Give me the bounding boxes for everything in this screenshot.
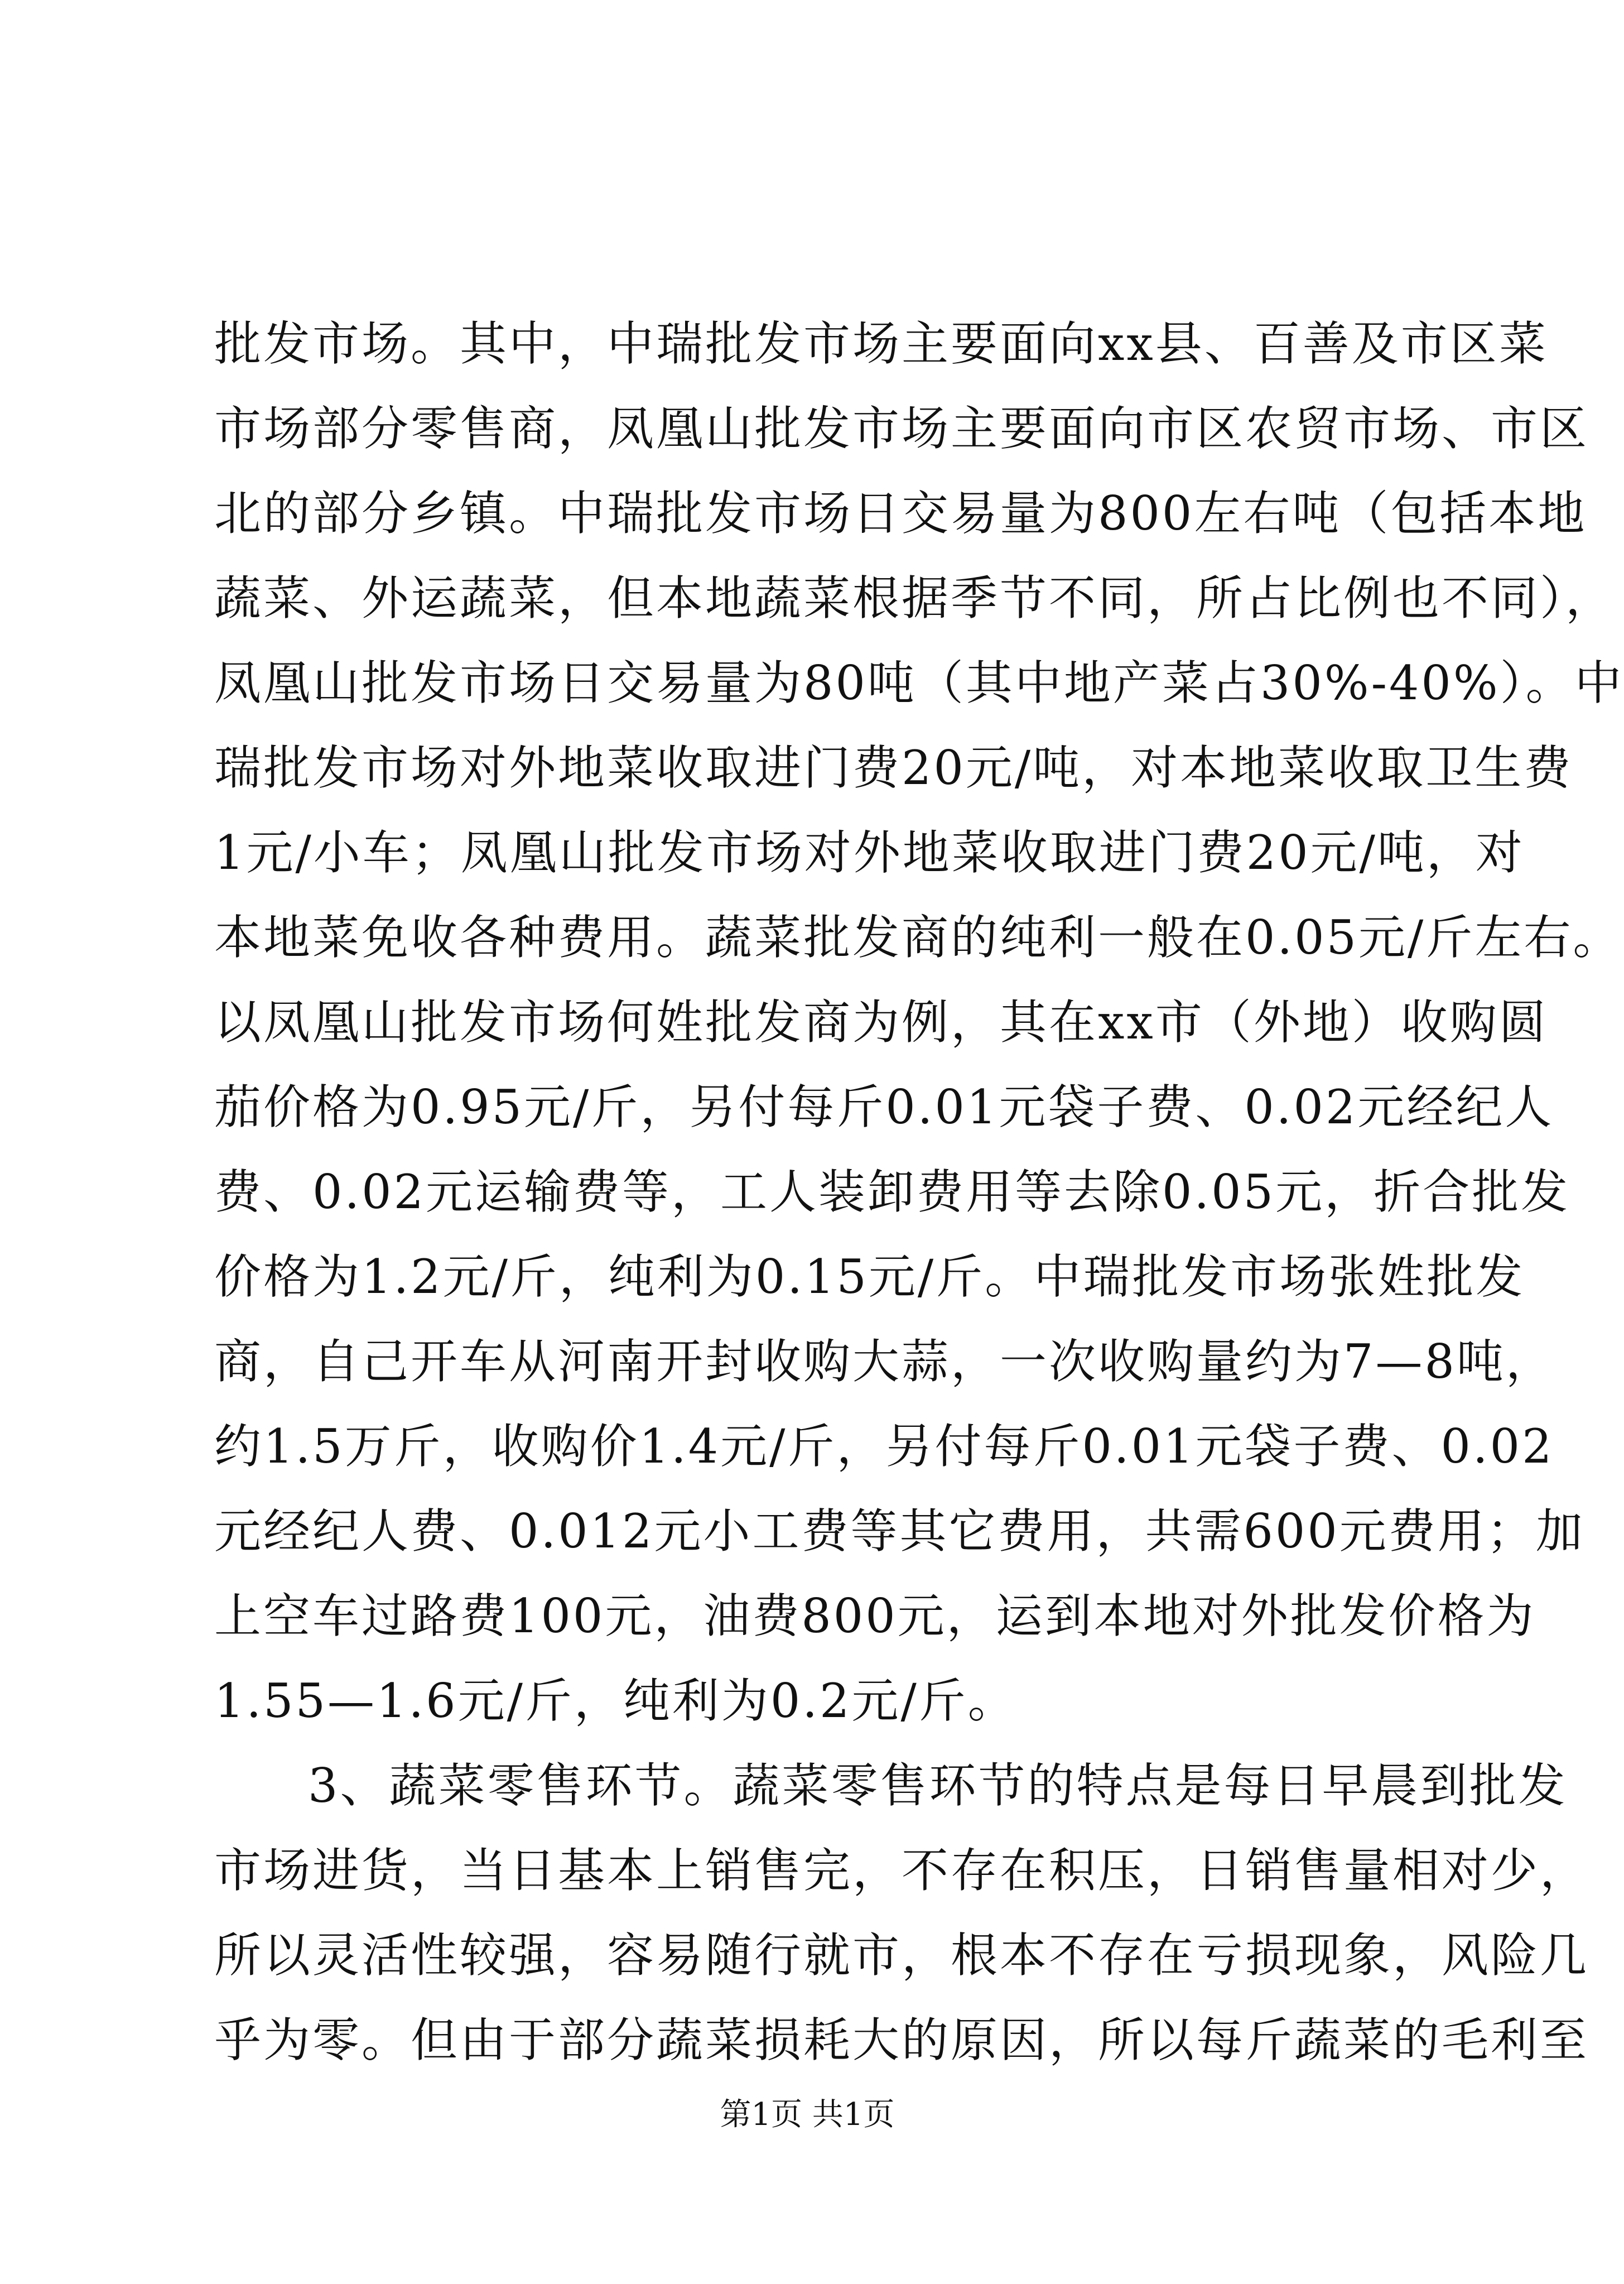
text-line: 市场部分零售商，凤凰山批发市场主要面向市区农贸市场、市区 <box>214 401 1589 456</box>
text-line: 凤凰山批发市场日交易量为80吨（其中地产菜占30%-40%）。中 <box>214 656 1624 710</box>
text-line-paragraph-end: 1.55—1.6元/斤，纯利为0.2元/斤。 <box>214 1674 1017 1728</box>
text-line: 约1.5万斤，收购价1.4元/斤，另付每斤0.01元袋子费、0.02 <box>214 1419 1554 1474</box>
text-line: 茄价格为0.95元/斤，另付每斤0.01元袋子费、0.02元经纪人 <box>214 1080 1554 1134</box>
text-line: 批发市场。其中，中瑞批发市场主要面向xx县、百善及市区菜 <box>214 316 1548 371</box>
text-line: 费、0.02元运输费等，工人装卸费用等去除0.05元，折合批发 <box>214 1165 1570 1219</box>
text-line: 以凤凰山批发市场何姓批发商为例，其在xx市（外地）收购圆 <box>214 995 1548 1050</box>
text-line-paragraph-start: 3、蔬菜零售环节。蔬菜零售环节的特点是每日早晨到批发 <box>308 1758 1568 1813</box>
text-line: 市场进货，当日基本上销售完，不存在积压，日销售量相对少， <box>214 1843 1589 1898</box>
text-line: 乎为零。但由于部分蔬菜损耗大的原因，所以每斤蔬菜的毛利至 <box>214 2013 1589 2067</box>
text-line: 本地菜免收各种费用。蔬菜批发商的纯利一般在0.05元/斤左右。 <box>214 910 1622 965</box>
text-line: 瑞批发市场对外地菜收取进门费20元/吨，对本地菜收取卫生费 <box>214 741 1573 795</box>
text-line: 价格为1.2元/斤，纯利为0.15元/斤。中瑞批发市场张姓批发 <box>214 1249 1525 1304</box>
page-number: 第1页 共1页 <box>720 2097 895 2133</box>
text-line: 蔬菜、外运蔬菜，但本地蔬菜根据季节不同，所占比例也不同）， <box>214 571 1615 626</box>
text-line: 1元/小车；凤凰山批发市场对外地菜收取进门费20元/吨，对 <box>214 825 1525 880</box>
text-line: 所以灵活性较强，容易随行就市，根本不存在亏损现象，风险几 <box>214 1928 1589 1983</box>
text-line: 商，自己开车从河南开封收购大蒜，一次收购量约为7—8吨， <box>214 1334 1555 1389</box>
body-text <box>214 301 1624 2083</box>
text-line: 元经纪人费、0.012元小工费等其它费用，共需600元费用；加 <box>214 1504 1585 1559</box>
text-line: 北的部分乡镇。中瑞批发市场日交易量为800左右吨（包括本地 <box>214 486 1587 541</box>
text-line: 上空车过路费100元，油费800元，运到本地对外批发价格为 <box>214 1589 1536 1643</box>
page-footer <box>0 2093 1615 2137</box>
